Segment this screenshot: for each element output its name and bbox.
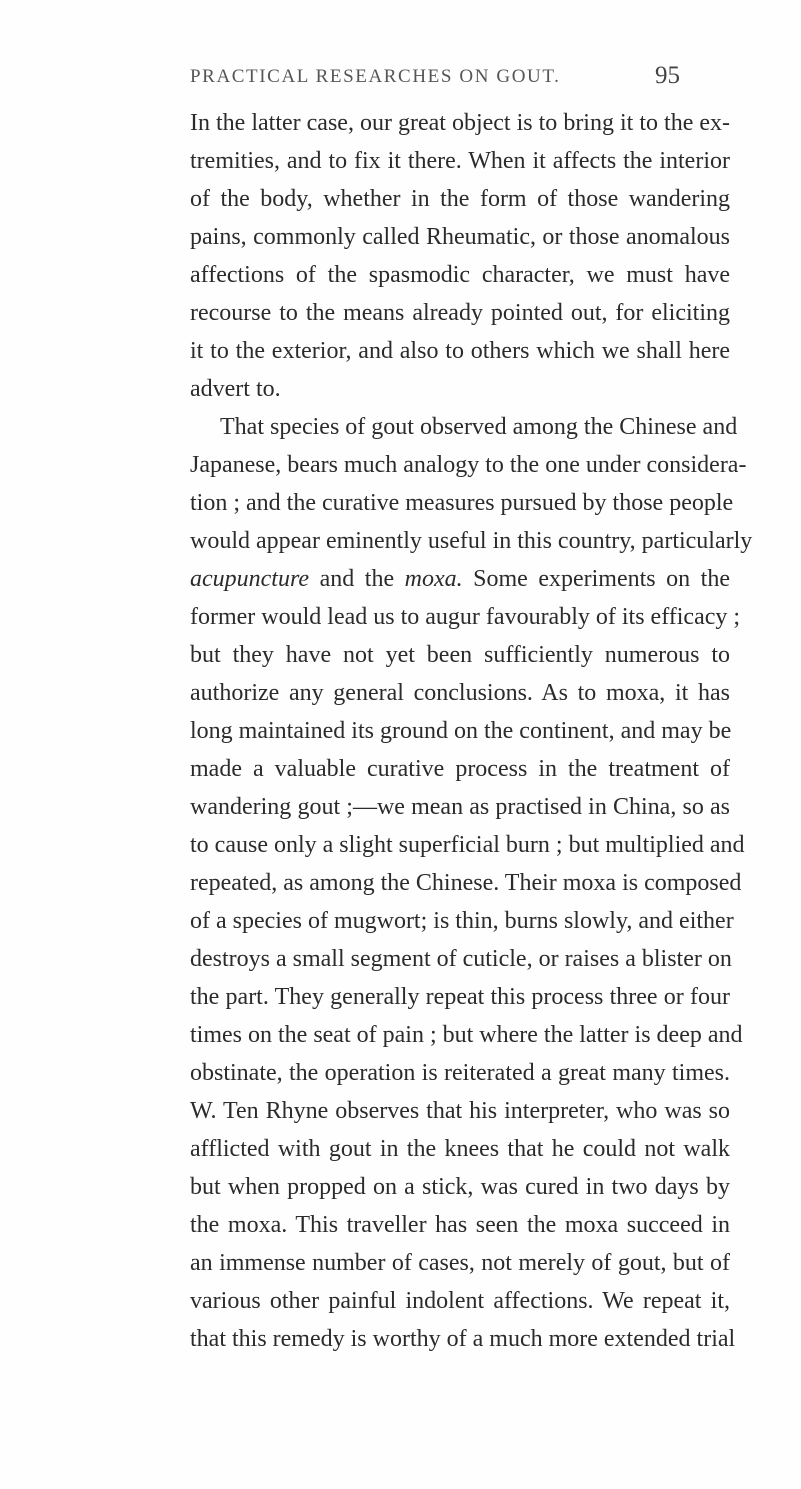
text-line: it to the exterior, and also to others which we shall here — [190, 338, 730, 364]
text-line: recourse to the means already pointed out, for eliciting — [190, 300, 730, 326]
text-line: obstinate, the operation is reiterated a great many times. — [190, 1060, 730, 1086]
text-line: times on the seat of pain ; but where the latter is deep and — [190, 1022, 743, 1048]
text-line: Japanese, bears much analogy to the one under considera- — [190, 452, 747, 478]
text-line: tion ; and the curative measures pursued by those people — [190, 490, 734, 516]
text-line: pains, commonly called Rheumatic, or those anomalous — [190, 224, 730, 250]
text-line: destroys a small segment of cuticle, or raises a blister on — [190, 946, 732, 972]
text-line: afflicted with gout in the knees that he could not walk — [190, 1136, 730, 1162]
text-line: an immense number of cases, not merely of gout, but of — [190, 1250, 730, 1276]
text-line: of the body, whether in the form of those wandering — [190, 186, 730, 212]
text-line: advert to. — [190, 376, 281, 402]
running-title: PRACTICAL RESEARCHES ON GOUT. — [190, 66, 561, 87]
text-line: the moxa. This traveller has seen the moxa succeed in — [190, 1212, 730, 1238]
text-line: to cause only a slight superficial burn ; but multiplied and — [190, 832, 745, 858]
text-line: but when propped on a stick, was cured in two days by — [190, 1174, 730, 1200]
text-line: of a species of mugwort; is thin, burns slowly, and either — [190, 908, 734, 934]
text-line: various other painful indolent affections. We repeat it, — [190, 1288, 730, 1314]
text-line: In the latter case, our great object is to bring it to the ex- — [190, 110, 730, 136]
page-header — [190, 62, 680, 98]
text-line: the part. They generally repeat this process three or four — [190, 984, 730, 1010]
text-line: wandering gout ;—we mean as practised in China, so as — [190, 794, 730, 820]
text-line: former would lead us to augur favourably of its efficacy ; — [190, 604, 741, 630]
text-line: would appear eminently useful in this country, particularly — [190, 528, 753, 554]
text-line: long maintained its ground on the continent, and may be — [190, 718, 732, 744]
text-line: that this remedy is worthy of a much more extended trial — [190, 1326, 736, 1352]
text-line: affections of the spasmodic character, we must have — [190, 262, 730, 288]
page-number: 95 — [655, 62, 680, 89]
text-line: acupuncture and the moxa. Some experiments on the — [190, 566, 730, 592]
text-line: made a valuable curative process in the treatment of — [190, 756, 730, 782]
text-line: authorize any general conclusions. As to moxa, it has — [190, 680, 730, 706]
text-line: tremities, and to fix it there. When it affects the interior — [190, 148, 730, 174]
text-line: W. Ten Rhyne observes that his interpreter, who was so — [190, 1098, 730, 1124]
text-line: That species of gout observed among the Chinese and — [220, 414, 738, 440]
text-line: repeated, as among the Chinese. Their moxa is composed — [190, 870, 742, 896]
text-line: but they have not yet been sufficiently numerous to — [190, 642, 730, 668]
